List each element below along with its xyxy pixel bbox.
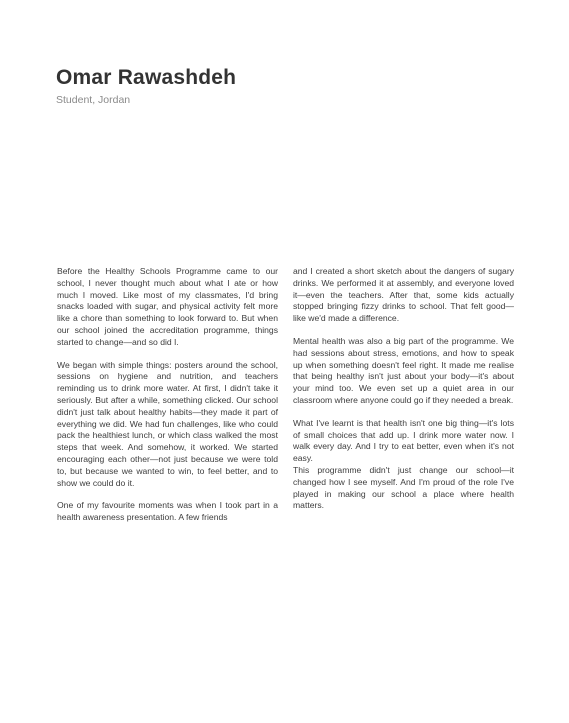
author-name: Omar Rawashdeh: [56, 66, 237, 89]
paragraph: Mental health was also a big part of the programme. We had sessions about stress, emotions, and how to speak up when something doesn't feel right. It made me realise that being healthy isn't just about your body—it's about your mind too. We even set up a quiet area in our classroom where anyone could go if they needed a break.: [293, 335, 514, 405]
paragraph: This programme didn't just change our school—it changed how I see myself. And I'm proud of the role I've played in making our school a place where health matters.: [293, 464, 514, 511]
paragraph: What I've learnt is that health isn't one big thing—it's lots of small choices that add up. I drink more water now. I walk every day. And I try to eat better, even when it's not easy.: [293, 417, 514, 464]
author-role: Student, Jordan: [56, 94, 131, 106]
testimonial-column-left: [57, 266, 278, 524]
paragraph: and I created a short sketch about the dangers of sugary drinks. We performed it at assembly, and everyone loved it—even the teachers. After that, some kids actually stopped bringing fizzy drinks to school. That felt good—like we'd made a difference.: [293, 266, 514, 324]
author-header: [56, 64, 236, 107]
paragraph: One of my favourite moments was when I took part in a health awareness presentation. A few friends: [57, 500, 278, 523]
paragraph: We began with simple things: posters around the school, sessions on hygiene and nutrition, and teachers reminding us to drink more water. At first, I didn't take it seriously. But after a while, something clicked. Our school didn't just talk about healthy habits—they made it part of everything we did. We had fun challenges, like who could pack the healthiest lunch, or which class walked the most steps that week. And somehow, it worked. We started encouraging each other—not just because we were told to, but because we wanted to win, to feel better, and to show we could do it.: [57, 359, 278, 488]
testimonial-column-right: [293, 266, 514, 512]
paragraph: Before the Healthy Schools Programme came to our school, I never thought much about what I ate or how much I moved. Like most of my classmates, I'd bring snacks loaded with sugar, and physical activity felt more like a chore than something to look forward to. But when our school joined the accreditation programme, things started to change—and so did I.: [57, 266, 278, 347]
